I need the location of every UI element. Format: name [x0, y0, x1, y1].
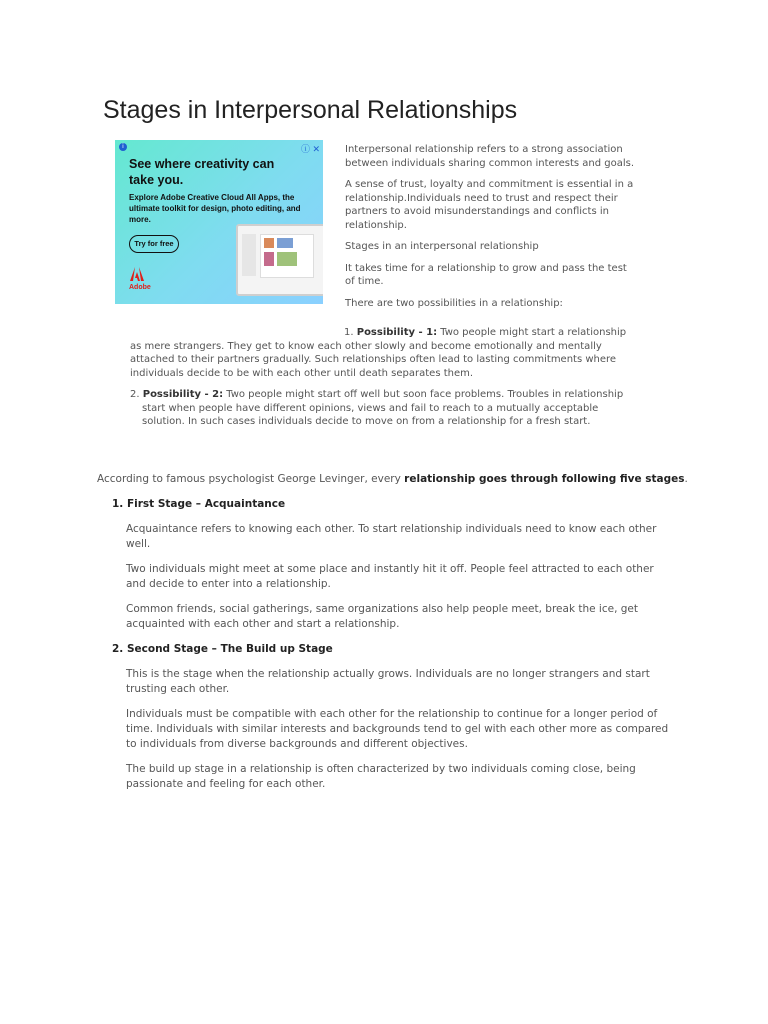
stage-heading-1: 1. First Stage – Acquaintance: [112, 498, 286, 510]
possibility-label: Possibility - 1:: [356, 327, 438, 338]
levinger-intro: [97, 472, 688, 486]
ad-headline: See where creativity can take you.: [129, 157, 275, 187]
stage-2-body: [126, 667, 671, 802]
intro-paragraph: There are two possibilities in a relationship:: [345, 297, 563, 309]
ad-info-icon[interactable]: i: [119, 143, 127, 151]
ad-close-icon[interactable]: ⓘ ✕: [300, 144, 320, 154]
levinger-text: According to famous psychologist George Levinger, every: [97, 473, 405, 485]
levinger-suffix: .: [684, 473, 688, 485]
stage-paragraph: Common friends, social gatherings, same organizations also help people meet, break the ice, get acquainted with each other and start a relationship.: [126, 603, 639, 630]
stage-heading-2: 2. Second Stage – The Build up Stage: [112, 643, 333, 655]
possibility-marker: 1.: [344, 327, 354, 338]
stage-paragraph: The build up stage in a relationship is often characterized by two individuals coming close, being passionate and feeling for each other.: [126, 763, 636, 790]
intro-column: [345, 143, 635, 318]
intro-paragraph: Interpersonal relationship refers to a strong association between individuals sharing common interests and goals.: [345, 144, 635, 169]
stage-paragraph: Individuals must be compatible with each other for the relationship to continue for a longer period of time. Individuals with similar interests and backgrounds tend to gel with each other more as compared to individuals from diverse backgrounds and different objectives.: [126, 708, 669, 750]
intro-paragraph: Stages in an interpersonal relationship: [345, 241, 539, 252]
possibility-label: Possibility - 2:: [142, 389, 224, 400]
adobe-logo-icon: [129, 266, 145, 282]
stage-paragraph: This is the stage when the relationship actually grows. Individuals are no longer strangers and start trusting each other.: [126, 668, 650, 695]
ad-brand-label: Adobe: [129, 284, 151, 291]
stage-1-body: [126, 522, 671, 642]
intro-paragraph: A sense of trust, loyalty and commitment is essential in a relationship.Individuals need to trust and respect their partners to avoid misunderstandings and conflicts in relationship.: [345, 179, 634, 231]
possibility-text: Two people might start a relationship as mere strangers. They get to know each other slowly and become emotionally and mentally attached to their partners gradually. Such relationships often lead to lasting commitments where individuals decide to be with each other until death separates them.: [130, 327, 627, 379]
page-title: Stages in Interpersonal Relationships: [103, 96, 518, 124]
ad-subtext: Explore Adobe Creative Cloud All Apps, the ultimate toolkit for design, photo editing, and more.: [129, 193, 301, 224]
possibilities-list: [118, 326, 628, 437]
levinger-bold-text: relationship goes through following five stages: [404, 473, 685, 485]
ad-laptop-image: [236, 224, 323, 296]
possibility-item: [130, 388, 628, 429]
stage-paragraph: Acquaintance refers to knowing each other. To start relationship individuals need to know each other well.: [126, 523, 657, 550]
stage-paragraph: Two individuals might meet at some place and instantly hit it off. People feel attracted to each other and decide to enter into a relationship.: [126, 563, 654, 590]
ad-try-button[interactable]: Try for free: [129, 235, 179, 253]
advertisement-banner[interactable]: [115, 140, 323, 304]
possibility-text: Two people might start off well but soon face problems. Troubles in relationship start when people have different opinions, views and fail to reach to a mutually acceptable solution. In such cases individuals decide to move on from a relationship for a fresh start.: [142, 389, 624, 427]
intro-paragraph: It takes time for a relationship to grow and pass the test of time.: [345, 262, 627, 287]
possibility-marker: 2.: [130, 389, 140, 400]
possibility-item: [130, 326, 628, 380]
